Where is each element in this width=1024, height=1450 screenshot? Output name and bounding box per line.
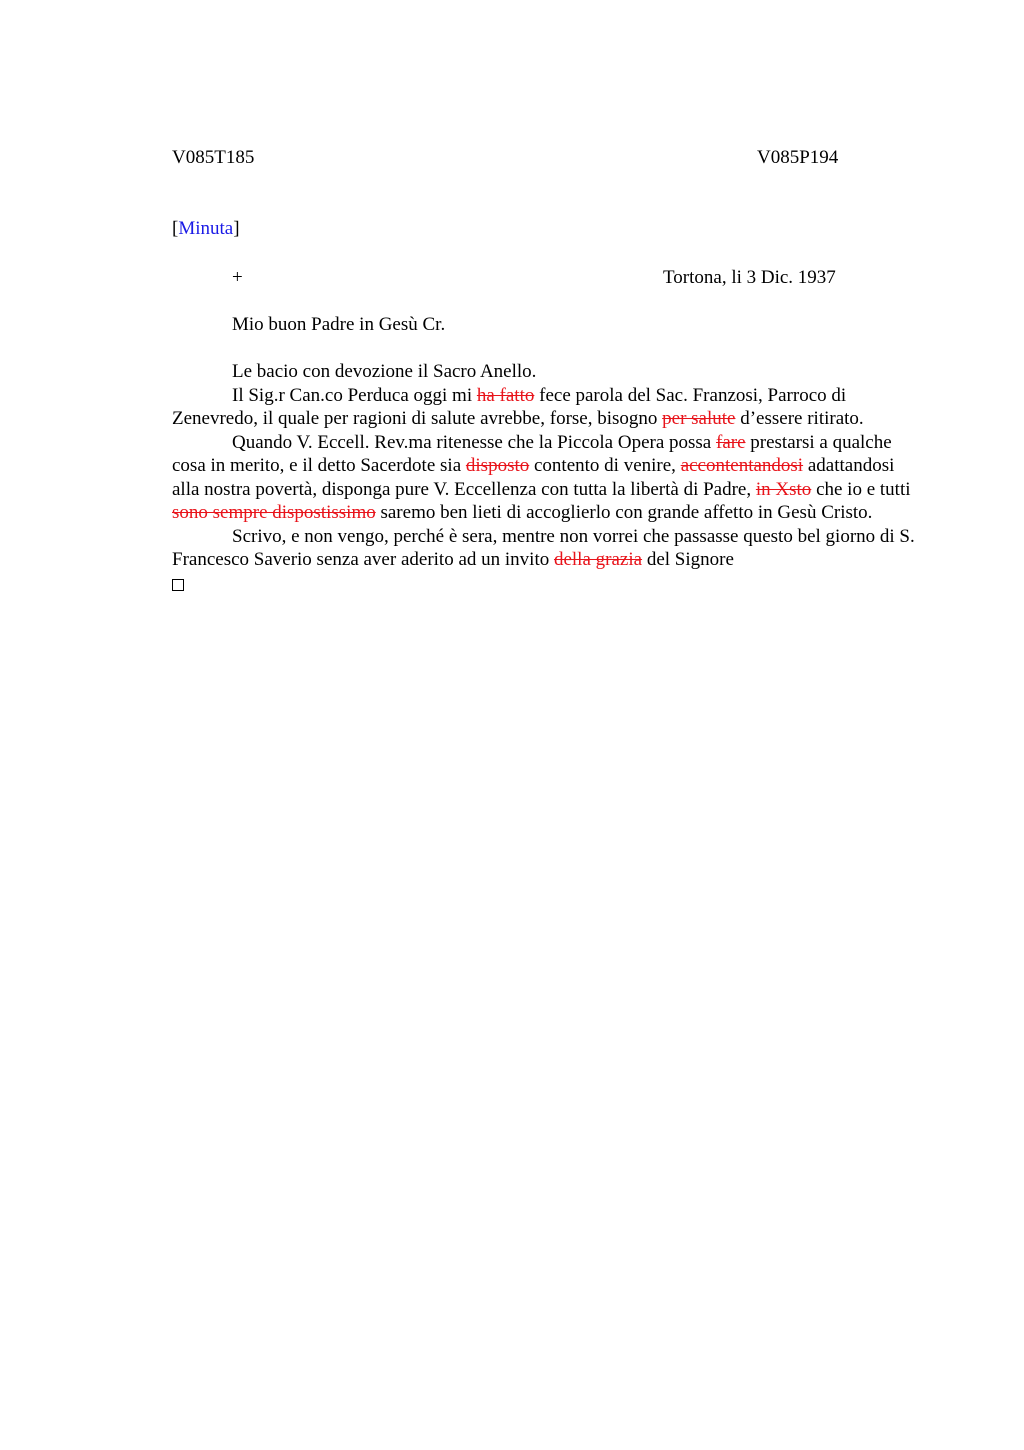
text-segment: del Signore	[642, 549, 734, 570]
deleted-text: sono sempre dispostissimo	[172, 502, 376, 523]
open-bracket: [	[172, 218, 179, 239]
text-segment: Quando V. Eccell. Rev.ma ritenesse che la Piccola Opera possa	[232, 431, 716, 453]
deleted-text: disposto	[465, 455, 530, 476]
text-segment: Il Sig.r Can.co Perduca oggi mi	[232, 384, 477, 406]
deleted-text: ha fatto	[476, 384, 535, 406]
checkbox-icon	[172, 579, 184, 591]
deleted-text: della grazia	[553, 549, 643, 570]
paragraph-3	[172, 431, 924, 525]
header-left-code: V085T185	[172, 147, 255, 168]
place-date: Tortona, li 3 Dic. 1937	[663, 267, 836, 288]
text-segment: che io e tutti	[811, 478, 911, 500]
end-marker	[172, 573, 924, 597]
close-bracket: ]	[233, 218, 240, 239]
cross-symbol: +	[232, 267, 243, 288]
deleted-text: per salute	[662, 408, 736, 429]
text-segment: adattandosi alla nostra povertà, disponga pure V. Eccellenza con tutta la libertà di Padre,	[172, 455, 895, 500]
salutation: Mio buon Padre in Gesù Cr.	[232, 314, 446, 335]
text-segment: fece parola del Sac. Franzosi, Parroco di Zenevredo, il quale per ragioni di salute avrebbe, forse, bisogno	[172, 384, 847, 429]
minuta-label: Minuta	[178, 218, 234, 239]
paragraph-2	[172, 384, 924, 431]
paragraph-4	[172, 525, 924, 572]
text-segment: Scrivo, e non vengo, perché è sera, mentre non vorrei che passasse questo bel giorno di S. Francesco Saverio senza aver aderito ad un invito	[172, 525, 915, 570]
paragraph-1: Le bacio con devozione il Sacro Anello.	[232, 361, 537, 382]
header-right-code: V085P194	[757, 147, 839, 168]
letter-body	[172, 360, 924, 596]
deleted-text: fare	[716, 431, 746, 453]
text-segment: prestarsi a qualche cosa in merito, e il detto Sacerdote sia	[172, 431, 892, 476]
text-segment: saremo ben lieti di accoglierlo con grande affetto in Gesù Cristo.	[375, 502, 873, 523]
deleted-text: accontentandosi	[680, 455, 804, 476]
text-segment: d’essere ritirato.	[735, 408, 864, 429]
text-segment: contento di venire,	[529, 455, 681, 476]
deleted-text: in Xsto	[755, 478, 812, 500]
minuta-note	[172, 217, 240, 241]
